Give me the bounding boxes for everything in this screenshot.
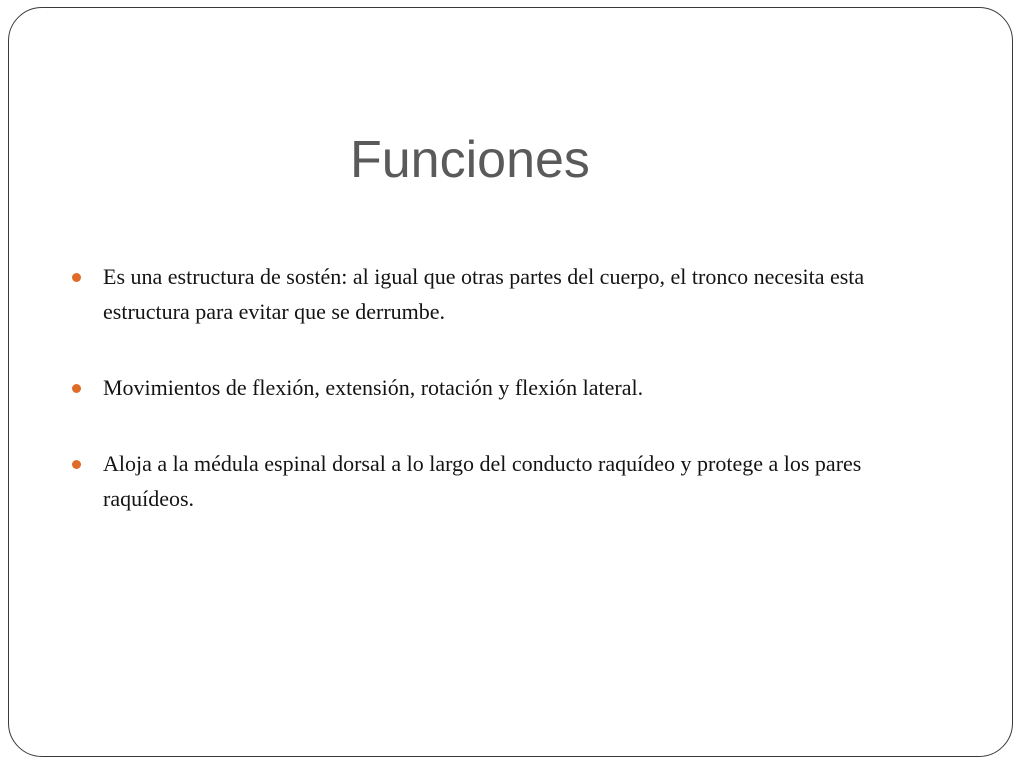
slide-frame [8, 7, 1013, 757]
bullet-list [71, 259, 951, 516]
slide-title: Funciones [350, 131, 590, 189]
bullet-dot-icon [72, 273, 81, 282]
bullet-dot-icon [72, 384, 81, 393]
bullet-text: Es una estructura de sostén: al igual que otras partes del cuerpo, el tronco necesita esta estructura para evitar que se derrumbe. [103, 264, 865, 324]
list-item [71, 370, 951, 405]
list-item [71, 259, 951, 329]
bullet-dot-icon [72, 460, 81, 469]
list-item [71, 446, 951, 516]
bullet-text: Movimientos de flexión, extensión, rotación y flexión lateral. [103, 375, 644, 400]
bullet-text: Aloja a la médula espinal dorsal a lo largo del conducto raquídeo y protege a los pares raquídeos. [103, 451, 862, 511]
